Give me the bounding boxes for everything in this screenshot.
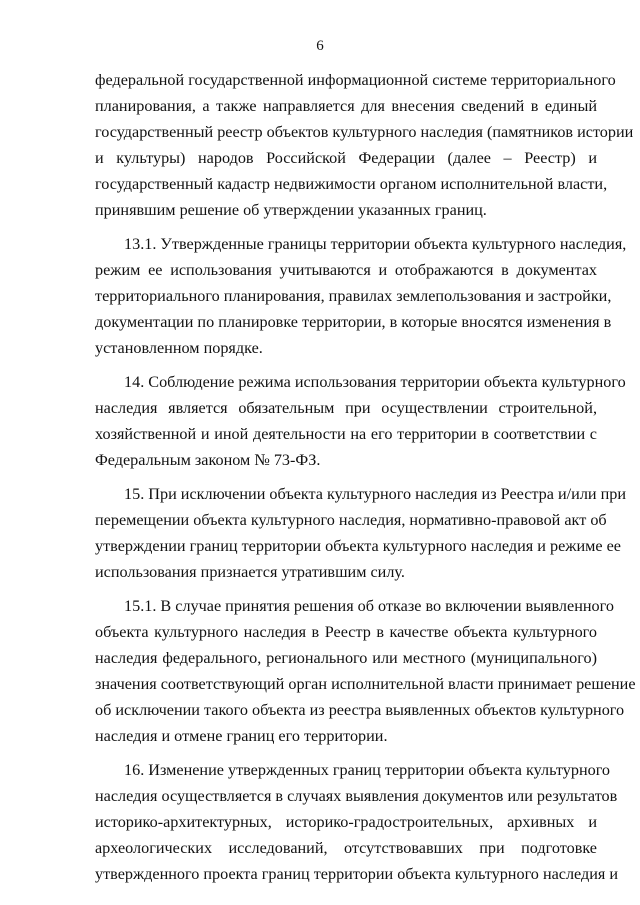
paragraph-p13-1 xyxy=(95,231,627,361)
text-line: хозяйственной и иной деятельности на его территории в соответствии с xyxy=(95,425,597,443)
text-line: Федеральным законом № 73-ФЗ. xyxy=(95,451,321,469)
text-line: наследия является обязательным при осуществлении строительной, xyxy=(95,399,597,417)
text-line: государственный реестр объектов культурного наследия (памятников истории xyxy=(95,123,634,141)
text-line: наследия осуществляется в случаях выявления документов или результатов xyxy=(95,787,618,805)
text-line: документации по планировке территории, в которые вносятся изменения в xyxy=(95,313,612,331)
text-line: 16. Изменение утвержденных границ территории объекта культурного xyxy=(124,761,611,779)
text-line: и культуры) народов Российской Федерации (далее – Реестр) и xyxy=(95,149,597,167)
text-line: утверждении границ территории объекта культурного наследия и режиме ее xyxy=(95,537,621,555)
text-line: объекта культурного наследия в Реестр в качестве объекта культурного xyxy=(95,623,597,641)
text-line: принявшим решение об утверждении указанных границ. xyxy=(95,201,487,219)
text-line: установленном порядке. xyxy=(95,339,263,357)
paragraph-p15 xyxy=(95,481,627,585)
page-number: 6 xyxy=(316,38,324,54)
document-body xyxy=(95,67,636,887)
text-line: значения соответствующий орган исполнительной власти принимает решение xyxy=(95,675,636,693)
text-line: 14. Соблюдение режима использования территории объекта культурного xyxy=(124,373,626,391)
text-line: 13.1. Утвержденные границы территории объекта культурного наследия, xyxy=(124,235,627,253)
paragraph-continuation xyxy=(95,67,634,223)
text-line: использования признается утратившим силу. xyxy=(95,563,405,581)
text-line: режим ее использования учитываются и отображаются в документах xyxy=(95,261,597,279)
text-line: государственный кадастр недвижимости органом исполнительной власти, xyxy=(95,175,608,193)
paragraph-gap xyxy=(95,473,597,481)
text-line: 15. При исключении объекта культурного наследия из Реестра и/или при xyxy=(124,485,627,503)
paragraph-p14 xyxy=(95,369,626,473)
text-line: наследия и отмене границ его территории. xyxy=(95,727,388,745)
paragraph-p16 xyxy=(95,757,619,887)
paragraph-gap xyxy=(95,223,597,231)
text-line: перемещении объекта культурного наследия, нормативно-правовой акт об xyxy=(95,511,607,529)
text-line: 15.1. В случае принятия решения об отказе во включении выявленного xyxy=(124,597,614,615)
text-line: об исключении такого объекта из реестра выявленных объектов культурного xyxy=(95,701,625,719)
paragraph-p15-1 xyxy=(95,593,636,749)
text-line: археологических исследований, отсутствовавших при подготовке xyxy=(95,839,597,857)
text-line: планирования, а также направляется для внесения сведений в единый xyxy=(95,97,597,115)
text-line: историко-архитектурных, историко-градостроительных, архивных и xyxy=(95,813,597,831)
text-line: наследия федерального, регионального или местного (муниципального) xyxy=(95,649,597,667)
paragraph-gap xyxy=(95,749,597,757)
paragraph-gap xyxy=(95,585,597,593)
text-line: федеральной государственной информационной системе территориального xyxy=(95,71,616,89)
text-line: утвержденного проекта границ территории объекта культурного наследия и xyxy=(95,865,619,883)
text-line: территориального планирования, правилах землепользования и застройки, xyxy=(95,287,612,305)
paragraph-gap xyxy=(95,361,597,369)
